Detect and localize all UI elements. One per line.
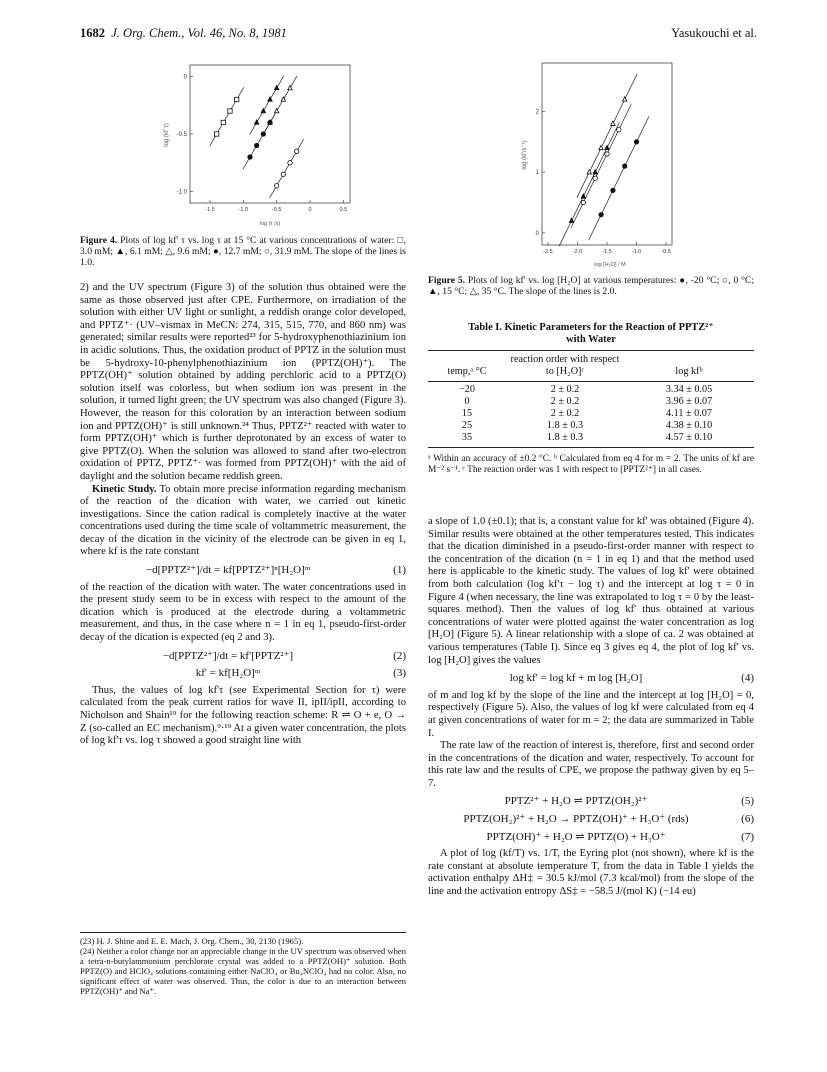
figure-4-ylabel: log (kf' τ) [164, 123, 170, 147]
fig5-data-point [587, 170, 591, 174]
equation-1-number: (1) [393, 564, 406, 577]
table-1-header [428, 351, 754, 378]
fig4-data-point [274, 184, 278, 188]
figure-5-caption [428, 275, 754, 297]
fig4-data-point [268, 97, 272, 101]
right-paragraph-2: of m and log kf by the slope of the line and the intercept at log [H₂O] = 0, respectively (Figure 5). Also, the values of log kf were calculated from eq 4 at given concentrations of water for m = 2; the data are summarized in Table I. [428, 689, 754, 739]
fig5-xtick-label: -1.0 [631, 249, 642, 255]
table-1-order-cell: 2 ± 0.2 [550, 384, 580, 395]
fig5-xtick-label: -2.0 [572, 249, 583, 255]
fig4-data-point [254, 120, 258, 124]
table-1-header-rule [428, 381, 754, 382]
equation-5 [428, 795, 754, 808]
table-1-logk-cell: 4.57 ± 0.10 [665, 432, 713, 443]
fig4-xtick-label: -0.5 [271, 207, 282, 213]
left-paragraph-3: of the reaction of the dication with water. The water concentrations used in the present study seem to be in excess with respect to the amount of the dication which is produced at the electrode during a voltammetric measurement, and thus, in the case where n = 1 in eq 1, pseudo-first-order decay of the dication is expected (eq 2 and 3). [80, 581, 406, 644]
table-1-logk-cell: 3.96 ± 0.07 [665, 396, 713, 407]
figure-4-caption-text: Plots of log kf' τ vs. log τ at 15 °C at various concentrations of water: □, 3.0 mM; ▲, 6.1 mM; △, 9.6 mM; ●, 12.7 mM; ○, 31.9 mM. The slope of the lines is 1.0. [80, 235, 406, 269]
equation-3-body: kf' = kf[H₂O]ᵐ [195, 667, 261, 680]
page-number: 1682 [80, 26, 105, 40]
fig4-data-point [221, 120, 225, 124]
table-1-col-logk: log kfᵇ [675, 366, 703, 377]
figure-5-plot [520, 55, 680, 270]
table-1-temp-cell: 0 [464, 396, 470, 407]
fig5-data-point [593, 170, 597, 174]
running-header-authors: Yasukouchi et al. [671, 26, 757, 40]
fig4-data-point [261, 132, 265, 136]
left-column [80, 282, 406, 748]
table-1-row [428, 420, 754, 432]
footnote-23: (23) H. J. Shine and E. E. Mach, J. Org. Chem., 30, 2130 (1965). [80, 936, 304, 946]
table-1-row [428, 396, 754, 408]
equation-7-number: (7) [741, 830, 754, 843]
fig5-xtick-label: -1.5 [602, 249, 612, 255]
left-paragraph-2-text: To obtain more precise information regarding mechanism of the reaction of the dication with water, we carried out kinetic investigations. Since the cation radical is completely inactive at the water concentrations used during the time scale of voltammetric measurement, the decay of the dication in the vicinity of the electrode can be given in eq 1, where kf is the rate constant [80, 483, 406, 558]
equation-2-body: −d[PPTZ²⁺]/dt = kf'[PPTZ²⁺] [162, 649, 294, 662]
figure-4-plot [160, 55, 360, 230]
right-column [428, 516, 754, 899]
fig5-data-point [605, 152, 609, 156]
fig4-data-point [248, 155, 252, 159]
figure-4-frame [190, 65, 350, 203]
fig5-data-point [611, 121, 615, 125]
fig4-ytick-label: -0.5 [176, 132, 187, 138]
fig4-xtick-label: -1.5 [205, 207, 215, 213]
fig5-ytick-label: 2 [535, 109, 539, 116]
footnotes [80, 932, 406, 996]
table-1-col-temp: temp,ᵃ °C [447, 366, 487, 377]
figure-5-caption-text: Plots of log kf' vs. log [H₂O] at various temperatures: ●, -20 °C; ○, 0 °C; ▲, 15 °C; △, 35 °C. The slope of the lines is 2.0. [428, 275, 754, 298]
fig4-data-point [288, 85, 292, 89]
table-1-col-order: reaction order with respect to [H₂O]ᶜ [510, 354, 620, 377]
fig5-fit-line [577, 74, 637, 198]
table-1-row [428, 432, 754, 444]
fig5-data-point [623, 164, 627, 168]
table-1 [428, 322, 754, 476]
fig4-data-point [228, 109, 232, 113]
fig4-data-point [214, 132, 218, 136]
fig4-data-point [234, 97, 238, 101]
fig4-data-point [281, 172, 285, 176]
equation-1-body: −d[PPTZ²⁺]/dt = kf[PPTZ²⁺]ⁿ[H₂O]ᵐ [145, 564, 311, 577]
journal-citation: J. Org. Chem., Vol. 46, No. 8, 1981 [111, 26, 287, 40]
fig5-data-point [581, 200, 585, 204]
equation-6-body: PPTZ(OH₂)²⁺ + H₂O → PPTZ(OH)⁺ + H₃O⁺ (rds) [463, 813, 689, 826]
table-1-bottom-rule [428, 447, 754, 448]
fig4-data-point [261, 108, 265, 112]
figure-5 [520, 55, 680, 270]
left-paragraph-4: Thus, the values of log kf'τ (see Experimental Section for τ) were calculated from the peak current ratios for wave II, ipII/ipII, according to Nicholson and Shain¹⁹ for the following reaction scheme: R ⇌ O + e, O → Z (so-called an EC mechanism).⁹·¹⁹ At a given water concentration, the plots of log kf'τ vs. log τ showed a good straight line with [80, 684, 406, 747]
kinetic-study-heading: Kinetic Study. [92, 483, 157, 495]
fig5-data-point [605, 145, 609, 149]
fig5-data-point [581, 194, 585, 198]
right-paragraph-3: The rate law of the reaction of interest is, therefore, first and second order in the concentrations of the dication and water, respectively. To account for this rate law and the results of CPE, we propose the pathway given by eq 5–7. [428, 740, 754, 789]
footnote-rule [80, 932, 406, 933]
fig5-data-point [599, 145, 603, 149]
equation-2-number: (2) [393, 649, 406, 662]
equation-5-number: (5) [741, 795, 754, 808]
fig4-data-point [281, 97, 285, 101]
fig4-data-point [274, 85, 278, 89]
equation-4-body: log kf' = log kf + m log [H₂O] [509, 672, 643, 685]
fig5-data-point [611, 188, 615, 192]
table-1-grid [428, 351, 754, 444]
figure-5-ylabel: log (kf'/s⁻¹) [522, 140, 528, 170]
table-1-logk-cell: 3.34 ± 0.05 [665, 384, 713, 395]
table-1-temp-cell: 25 [461, 420, 473, 431]
running-header-left [80, 26, 287, 41]
equation-3 [80, 667, 406, 680]
fig4-data-point [268, 120, 272, 124]
fig5-xtick-label: -2.5 [543, 249, 553, 255]
fig5-data-point [623, 97, 627, 101]
fig4-data-point [274, 108, 278, 112]
equation-4 [428, 672, 754, 685]
figure-4-caption-label: Figure 4. [80, 235, 118, 246]
table-1-logk-cell: 4.38 ± 0.10 [665, 420, 713, 431]
table-1-row [428, 408, 754, 420]
table-1-title: Table I. Kinetic Parameters for the Reaction of PPTZ²⁺ with Water [468, 322, 714, 345]
fig5-data-point [617, 128, 621, 132]
right-paragraph-4: A plot of log (kf/T) vs. 1/T, the Eyring plot (not shown), where kf is the rate constant at absolute temperature T, from the data in Table I yields the activation enthalpy ΔH‡ = 30.5 kJ/mol (7.3 kcal/mol) from the slope of the line and the activation entropy ΔS‡ = −58.5 J/(mol K) (−14 eu) [428, 848, 754, 898]
equation-6 [428, 813, 754, 826]
fig5-xtick-label: -0.5 [661, 249, 671, 255]
fig4-xtick-label: -1.0 [238, 207, 249, 213]
figure-4-xlabel: log (τ /s) [259, 221, 281, 227]
fig4-fit-line [250, 76, 284, 135]
fig4-xtick-label: 0.5 [339, 207, 348, 213]
fig4-data-point [288, 161, 292, 165]
right-paragraph-1: a slope of 1.0 (±0.1); that is, a constant value for kf' was obtained (Figure 4). Similar results were obtained at the other temperatures tested. This indicates that the dication diminished in a pseudo-first-order manner with respect to the concentration of the dication (n = 1 in eq 1) and that the method used here is applicable to the kinetic study. The values of log kf' were obtained from both calculation (log kf'τ − log τ) and the intercept at log τ = 0 in Figure 4 (when necessary, the line was extrapolated to log τ = 0 by the least-squares method). Then the values of log kf' thus obtained at various concentrations of water were plotted against the water concentration as log [H₂O] (Figure 5). A linear relationship with a slope of ca. 2 was obtained at various temperatures (Table I). Since eq 3 gives eq 4, the plot of log kf' vs. log [H₂O] gives the values [428, 516, 754, 666]
table-1-order-cell: 1.8 ± 0.3 [546, 420, 584, 431]
table-1-order-cell: 2 ± 0.2 [550, 408, 580, 419]
equation-2 [80, 650, 406, 663]
fig4-data-point [254, 143, 258, 147]
equation-1 [80, 564, 406, 577]
equation-4-number: (4) [741, 672, 754, 685]
fig5-data-point [593, 176, 597, 180]
fig4-data-point [294, 149, 298, 153]
fig5-ytick-label: 0 [535, 230, 539, 237]
fig4-fit-line [243, 110, 277, 169]
fig4-fit-line [210, 87, 244, 146]
figure-5-caption-label: Figure 5. [428, 275, 466, 286]
fig4-fit-line [270, 139, 304, 198]
equation-7 [428, 831, 754, 844]
table-1-order-cell: 1.8 ± 0.3 [546, 432, 584, 443]
footnote-24: (24) Neither a color change nor an appreciable change in the UV spectrum was observed when a tetra-n-butylammonium perchlorate crystal was added to a PPTZ(OH)⁺ solution. Both PPTZ(O) and HClO₄ solutions containing either NaClO₄ or Bu₄NClO₄ had no color. Also, no significant effect of water was observed. Thus, the color is due to an interaction between PPTZ(OH)⁺ and Na⁺. [80, 946, 406, 996]
fig4-xtick-label: 0 [308, 207, 312, 213]
equation-5-body: PPTZ²⁺ + H₂O ⇌ PPTZ(OH₂)²⁺ [504, 795, 648, 808]
figure-4-caption [80, 235, 406, 269]
fig4-ytick-label: -1.0 [176, 189, 187, 196]
table-1-footnote: ᵃ Within an accuracy of ±0.2 °C. ᵇ Calculated from eq 4 for m = 2. The units of kf are M⁻² s⁻¹. ᶜ The reaction order was 1 with respect to [PPTZ²⁺] in all cases. [428, 454, 754, 476]
equation-3-number: (3) [393, 667, 406, 680]
table-1-order-cell: 2 ± 0.2 [550, 396, 580, 407]
fig4-ytick-label: 0 [183, 74, 187, 81]
figure-5-xlabel: log [H₂O] / M [594, 262, 626, 268]
fig5-data-point [569, 218, 573, 222]
equation-6-number: (6) [741, 813, 754, 826]
left-paragraph-1: 2) and the UV spectrum (Figure 3) of the solution thus obtained were the same as those observed just after CPE. Furthermore, on irradiation of the solution with either UV light or sunlight, a reddish orange color developed, and PPTZ⁺· (UV–vismax in MeCN: 274, 315, 515, 770, and 860 nm) was generated; similar results were reported²³ for 5-hydroxyphenothiazinium ion in acidic solutions. Thus, the oxidation product of PPTZ in the solution must be 5-hydroxy-10-phenylphenothiazinium ion (PPTZ(OH)⁺). The PPTZ(OH)⁺ solution obtained by adding perchloric acid to a PPTZ(O) solution itself was colorless, but when sodium ion was present in the solution, it turned light green; the UV spectrum was also changed (Figure 3). However, the reason for this coloration by an interaction between sodium ion and PPTZ(OH)⁺ is still unknown.²⁴ Thus, PPTZ²⁺ reacted with water to form PPTZ(OH)⁺ which is further deprotonated by an excess of water to give PPTZ(O). When the solution was allowed to stand after two-electron oxidation of PPTZ, PPTZ⁺· was formed from PPTZ(OH)⁺ with the aid of daylight and the solution became reddish green. [80, 282, 406, 482]
fig5-fit-line [559, 122, 619, 246]
table-1-temp-cell: −20 [459, 384, 475, 395]
equation-7-body: PPTZ(OH)⁺ + H₂O ⇌ PPTZ(O) + H₃O⁺ [486, 830, 666, 843]
table-1-temp-cell: 35 [461, 432, 473, 443]
fig5-data-point [599, 212, 603, 216]
fig5-data-point [634, 140, 638, 144]
table-1-temp-cell: 15 [461, 408, 473, 419]
table-1-row [428, 384, 754, 396]
left-paragraph-2 [80, 484, 406, 560]
figure-4 [160, 55, 360, 230]
fig5-ytick-label: 1 [535, 170, 539, 177]
table-1-logk-cell: 4.11 ± 0.07 [666, 408, 712, 419]
